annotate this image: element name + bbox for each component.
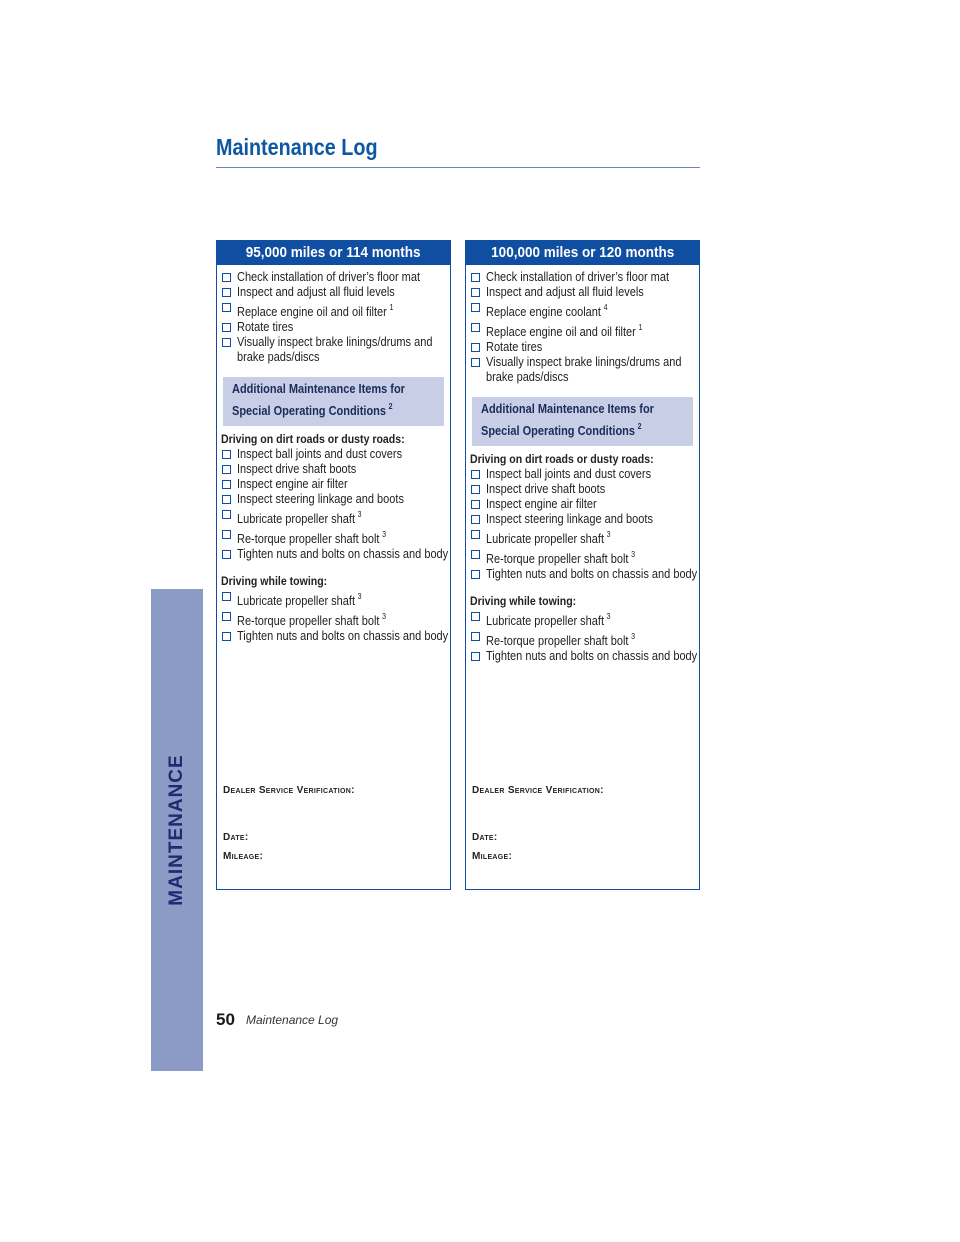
checkbox-icon[interactable] bbox=[222, 450, 231, 459]
special-conditions-title-2: Special Operating Conditions bbox=[481, 424, 636, 438]
dirt-roads-heading: Driving on dirt roads or dusty roads: bbox=[221, 432, 405, 446]
checklist-item-text: Lubricate propeller shaft bbox=[486, 532, 605, 546]
checklist-item-text: Lubricate propeller shaft bbox=[237, 512, 356, 526]
maintenance-items-list bbox=[466, 265, 699, 385]
footer-section-label: Maintenance Log bbox=[246, 1013, 339, 1027]
checkbox-icon[interactable] bbox=[222, 495, 231, 504]
checklist-item bbox=[470, 355, 699, 385]
checklist-item bbox=[470, 547, 699, 567]
checkbox-icon[interactable] bbox=[222, 288, 231, 297]
footnote-marker: 2 bbox=[388, 402, 393, 411]
checklist-item-text: Inspect drive shaft boots bbox=[486, 482, 606, 496]
mileage-label: Mileage: bbox=[223, 851, 264, 862]
checklist-item-text: Inspect steering linkage and boots bbox=[486, 512, 653, 526]
checklist-item bbox=[221, 477, 450, 492]
checkbox-icon[interactable] bbox=[471, 652, 480, 661]
checklist-item bbox=[221, 447, 450, 462]
checkbox-icon[interactable] bbox=[222, 550, 231, 559]
checklist-item-text: Tighten nuts and bolts on chassis and body bbox=[237, 629, 449, 643]
footnote-marker: 3 bbox=[357, 510, 362, 519]
checklist-item bbox=[221, 300, 450, 320]
mileage-label: Mileage: bbox=[472, 851, 513, 862]
checklist-item bbox=[470, 285, 699, 300]
checkbox-icon[interactable] bbox=[222, 592, 231, 601]
checklist-item bbox=[470, 300, 699, 320]
checkbox-icon[interactable] bbox=[471, 470, 480, 479]
special-conditions-title-2: Special Operating Conditions bbox=[232, 404, 387, 418]
checklist-item bbox=[221, 285, 450, 300]
section-side-label: MAINTENANCE bbox=[166, 754, 187, 906]
footnote-marker: 1 bbox=[638, 323, 643, 332]
date-label: Date: bbox=[223, 832, 249, 843]
checklist-item-text: Tighten nuts and bolts on chassis and body bbox=[486, 649, 698, 663]
title-divider bbox=[216, 167, 700, 168]
checklist-item-text: Inspect and adjust all fluid levels bbox=[237, 285, 395, 299]
checkbox-icon[interactable] bbox=[471, 358, 480, 367]
checkbox-icon[interactable] bbox=[222, 465, 231, 474]
footnote-marker: 3 bbox=[606, 612, 611, 621]
checkbox-icon[interactable] bbox=[222, 303, 231, 312]
checklist-item bbox=[221, 629, 450, 644]
checklist-item-text: Visually inspect brake linings/drums and brake pads/discs bbox=[237, 335, 433, 364]
checklist-item bbox=[470, 527, 699, 547]
checkbox-icon[interactable] bbox=[222, 632, 231, 641]
checklist-item bbox=[221, 589, 450, 609]
checklist-item-text: Lubricate propeller shaft bbox=[237, 594, 356, 608]
checkbox-icon[interactable] bbox=[471, 550, 480, 559]
footnote-marker: 3 bbox=[631, 550, 636, 559]
checklist-item bbox=[470, 649, 699, 664]
dirt-roads-heading: Driving on dirt roads or dusty roads: bbox=[470, 452, 654, 466]
checklist-item-text: Re-torque propeller shaft bolt bbox=[237, 614, 380, 628]
page-number: 50 bbox=[216, 1010, 235, 1029]
special-conditions-box bbox=[223, 377, 444, 426]
checklist-item bbox=[470, 270, 699, 285]
checklist-item-text: Inspect engine air filter bbox=[486, 497, 597, 511]
checkbox-icon[interactable] bbox=[471, 323, 480, 332]
footnote-marker: 2 bbox=[637, 422, 642, 431]
checkbox-icon[interactable] bbox=[471, 343, 480, 352]
checklist-item bbox=[221, 270, 450, 285]
checklist-item-text: Visually inspect brake linings/drums and brake pads/discs bbox=[486, 355, 682, 384]
checklist-item bbox=[470, 467, 699, 482]
checklist-item-text: Replace engine oil and oil filter bbox=[237, 305, 387, 319]
checklist-item bbox=[470, 567, 699, 582]
special-conditions-box bbox=[472, 397, 693, 446]
checklist-item bbox=[221, 492, 450, 507]
checkbox-icon[interactable] bbox=[471, 288, 480, 297]
maintenance-items-list bbox=[217, 265, 450, 365]
checklist-item bbox=[221, 335, 450, 365]
page-title: Maintenance Log bbox=[216, 134, 378, 160]
checklist-item bbox=[221, 462, 450, 477]
checklist-item-text: Tighten nuts and bolts on chassis and body bbox=[486, 567, 698, 581]
towing-heading: Driving while towing: bbox=[470, 594, 577, 608]
footnote-marker: 1 bbox=[389, 303, 394, 312]
checklist-item bbox=[470, 482, 699, 497]
checklist-item bbox=[221, 547, 450, 562]
checklist-item-text: Re-torque propeller shaft bolt bbox=[486, 552, 629, 566]
checkbox-icon[interactable] bbox=[471, 515, 480, 524]
checkbox-icon[interactable] bbox=[222, 530, 231, 539]
checklist-item-text: Check installation of driver’s floor mat bbox=[237, 270, 421, 284]
checklist-item bbox=[470, 629, 699, 649]
checklist-item-text: Tighten nuts and bolts on chassis and body bbox=[237, 547, 449, 561]
checklist-item-text: Inspect ball joints and dust covers bbox=[237, 447, 403, 461]
checkbox-icon[interactable] bbox=[222, 510, 231, 519]
date-label: Date: bbox=[472, 832, 498, 843]
checklist-item-text: Inspect engine air filter bbox=[237, 477, 348, 491]
checklist-item-text: Re-torque propeller shaft bolt bbox=[237, 532, 380, 546]
checklist-item-text: Re-torque propeller shaft bolt bbox=[486, 634, 629, 648]
checklist-item-text: Inspect and adjust all fluid levels bbox=[486, 285, 644, 299]
checklist-item-text: Inspect ball joints and dust covers bbox=[486, 467, 652, 481]
special-conditions-title: Additional Maintenance Items for bbox=[232, 382, 405, 396]
checklist-item bbox=[470, 497, 699, 512]
towing-items-list bbox=[217, 589, 450, 644]
footnote-marker: 3 bbox=[631, 632, 636, 641]
checklist-item bbox=[470, 609, 699, 629]
maintenance-card-100000 bbox=[465, 240, 700, 890]
checklist-item-text: Replace engine oil and oil filter bbox=[486, 325, 636, 339]
checkbox-icon[interactable] bbox=[222, 612, 231, 621]
checkbox-icon[interactable] bbox=[471, 570, 480, 579]
card-header-text: 100,000 miles or 120 months bbox=[490, 244, 675, 261]
checklist-item-text: Rotate tires bbox=[486, 340, 543, 354]
checkbox-icon[interactable] bbox=[222, 480, 231, 489]
checkbox-icon[interactable] bbox=[222, 323, 231, 332]
special-conditions-title: Additional Maintenance Items for bbox=[481, 402, 654, 416]
checklist-item-text: Inspect steering linkage and boots bbox=[237, 492, 404, 506]
checkbox-icon[interactable] bbox=[471, 632, 480, 641]
checkbox-icon[interactable] bbox=[471, 485, 480, 494]
checklist-item bbox=[221, 507, 450, 527]
checklist-item-text: Lubricate propeller shaft bbox=[486, 614, 605, 628]
checklist-item bbox=[470, 512, 699, 527]
footnote-marker: 3 bbox=[382, 612, 387, 621]
card-header bbox=[466, 241, 699, 265]
checkbox-icon[interactable] bbox=[222, 338, 231, 347]
checkbox-icon[interactable] bbox=[471, 612, 480, 621]
checkbox-icon[interactable] bbox=[471, 303, 480, 312]
dirt-roads-items-list bbox=[466, 467, 699, 582]
dirt-roads-items-list bbox=[217, 447, 450, 562]
card-header-text: 95,000 miles or 114 months bbox=[246, 244, 421, 261]
dealer-verification-label: Dealer Service Verification: bbox=[223, 785, 355, 796]
checklist-item bbox=[470, 340, 699, 355]
checkbox-icon[interactable] bbox=[471, 273, 480, 282]
checklist-item bbox=[221, 527, 450, 547]
checklist-item bbox=[221, 609, 450, 629]
checklist-item-text: Inspect drive shaft boots bbox=[237, 462, 357, 476]
footnote-marker: 3 bbox=[606, 530, 611, 539]
footnote-marker: 4 bbox=[603, 303, 608, 312]
towing-items-list bbox=[466, 609, 699, 664]
dealer-verification-label: Dealer Service Verification: bbox=[472, 785, 604, 796]
checkbox-icon[interactable] bbox=[222, 273, 231, 282]
checklist-item bbox=[470, 320, 699, 340]
footnote-marker: 3 bbox=[357, 592, 362, 601]
card-header bbox=[217, 241, 450, 265]
checkbox-icon[interactable] bbox=[471, 530, 480, 539]
checklist-item-text: Rotate tires bbox=[237, 320, 294, 334]
maintenance-card-95000 bbox=[216, 240, 451, 890]
checklist-item-text: Check installation of driver’s floor mat bbox=[486, 270, 670, 284]
checklist-item-text: Replace engine coolant bbox=[486, 305, 601, 319]
towing-heading: Driving while towing: bbox=[221, 574, 328, 588]
checkbox-icon[interactable] bbox=[471, 500, 480, 509]
checklist-item bbox=[221, 320, 450, 335]
footnote-marker: 3 bbox=[382, 530, 387, 539]
